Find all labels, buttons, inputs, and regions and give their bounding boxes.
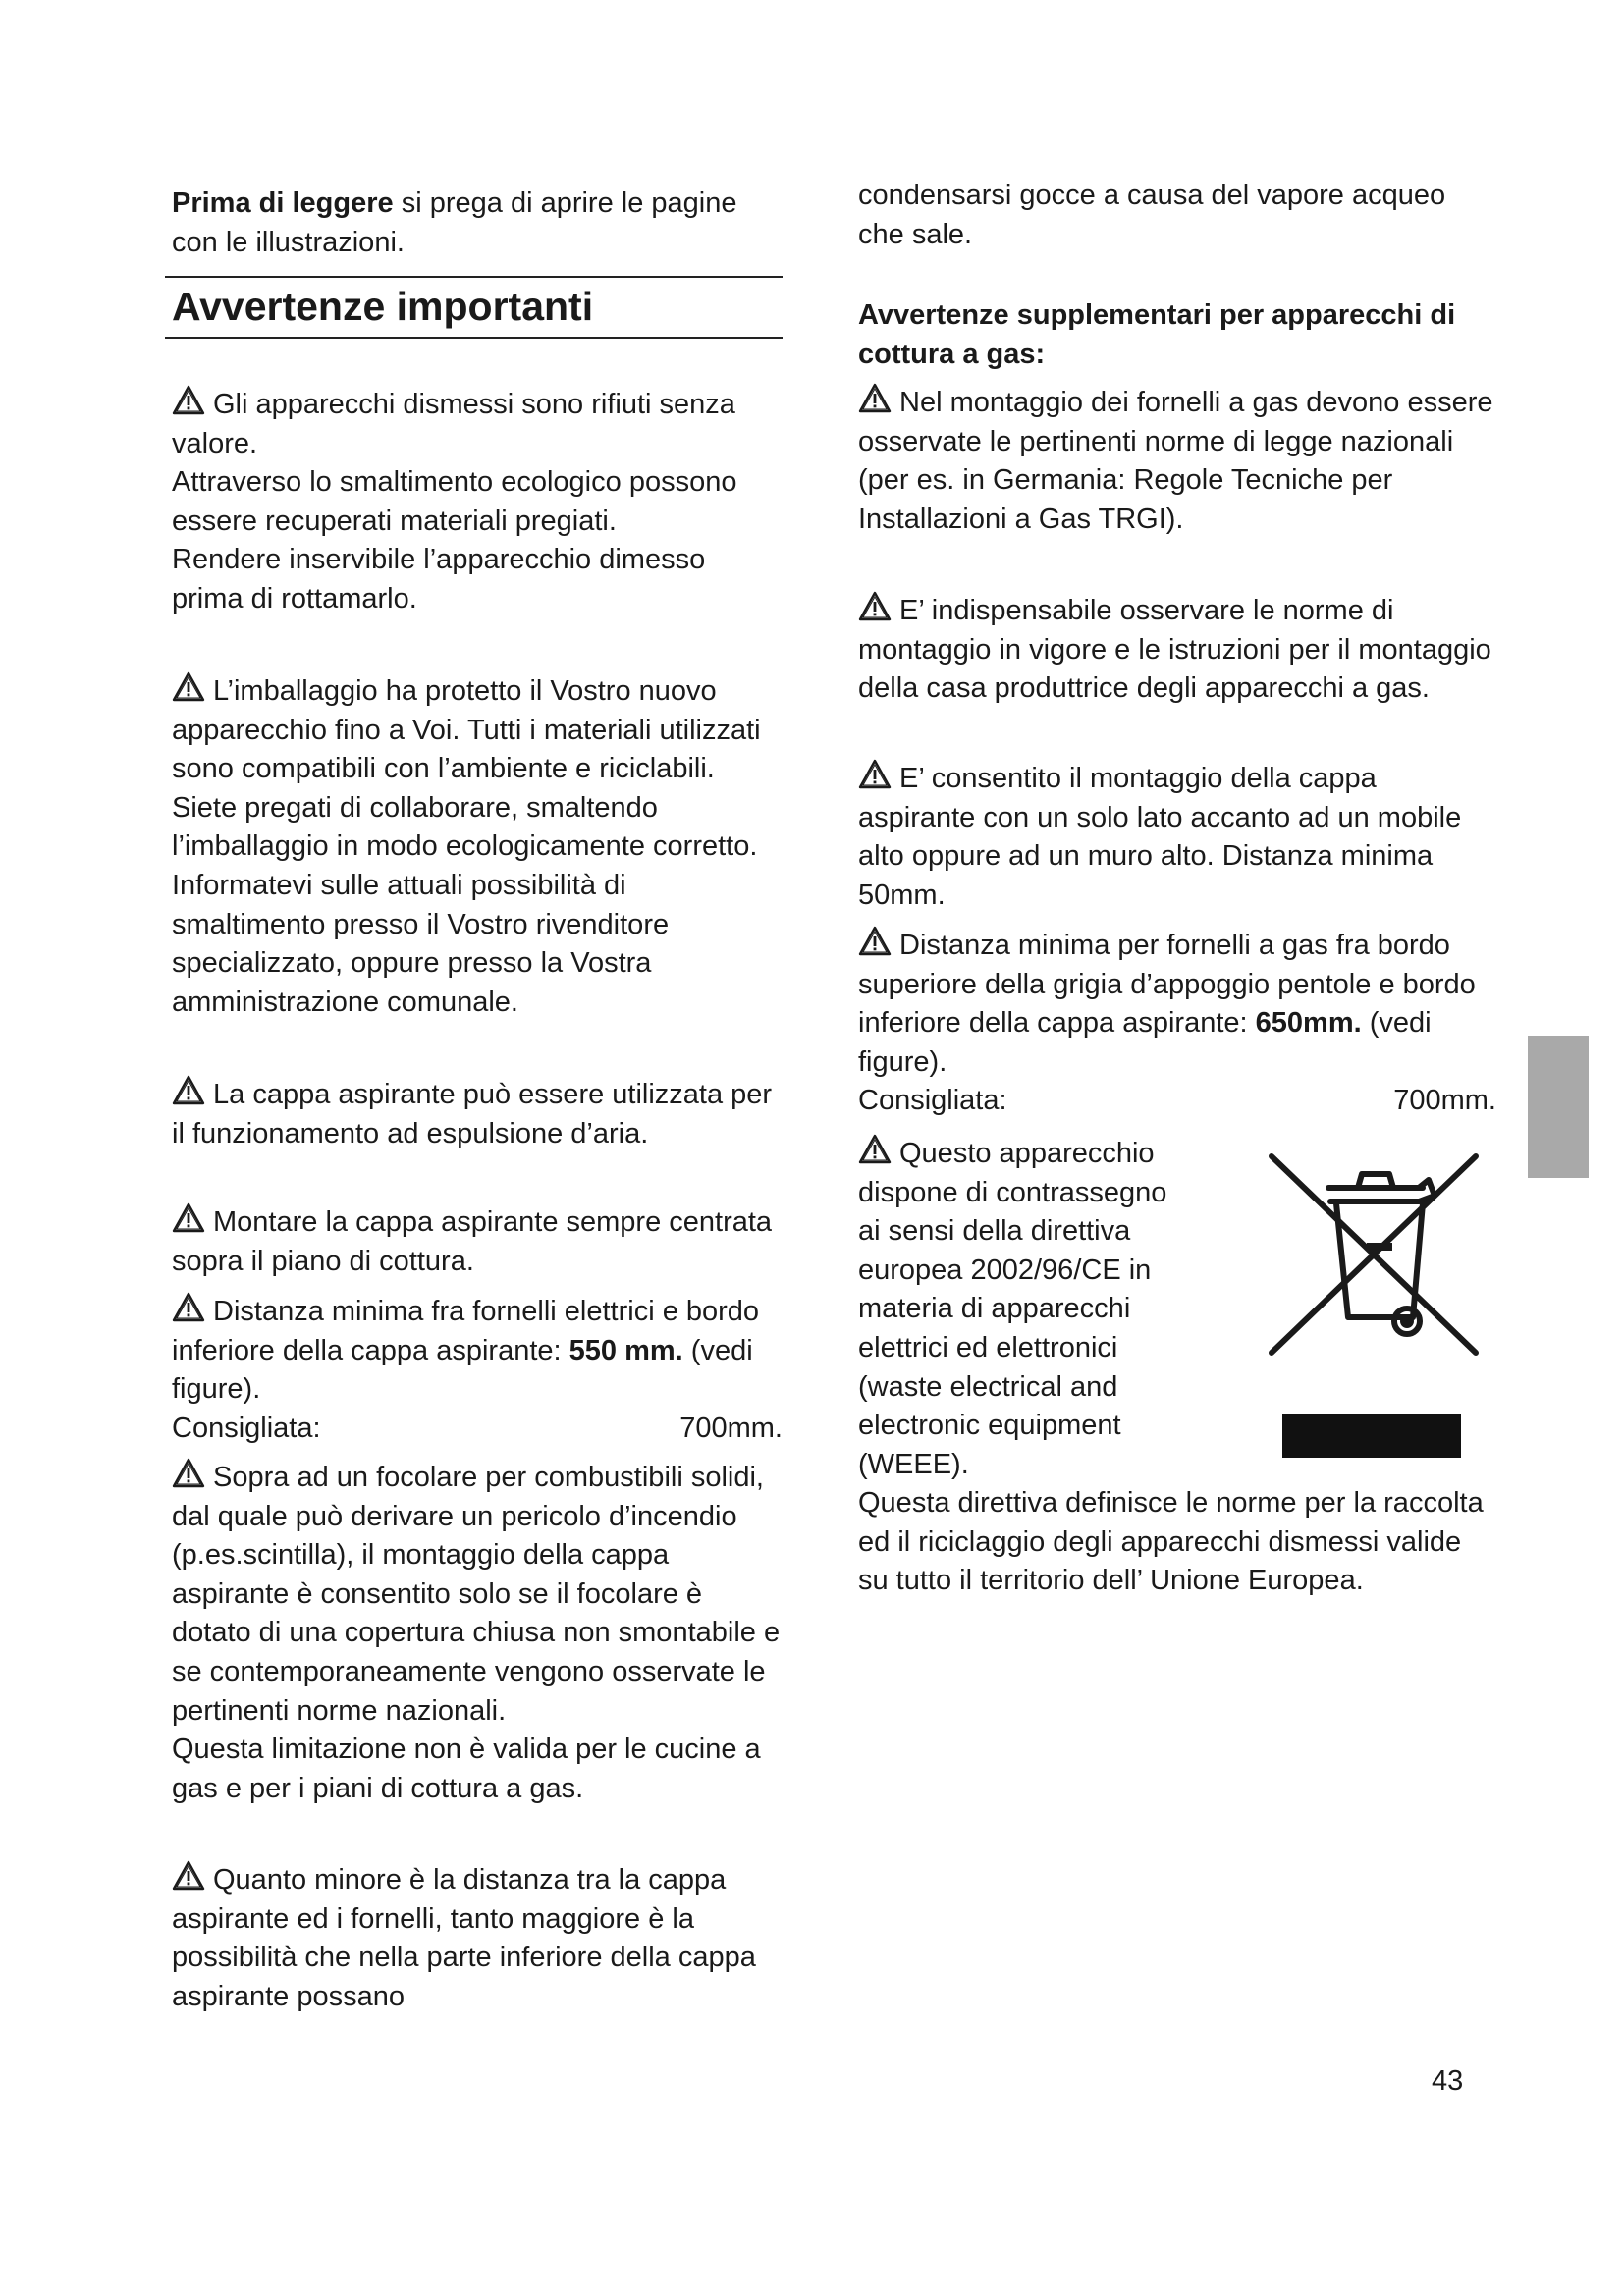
warning-gas-distance (858, 926, 1496, 1121)
recommended-value: 700mm. (679, 1412, 783, 1444)
electric-distance-text: Distanza minima fra fornelli elettrici e bordo inferiore della cappa aspirante: (172, 1296, 760, 1366)
electric-distance-tail: (vedi figure). (172, 1334, 753, 1406)
disposal-recovery-text: Attraverso lo smaltimento ecologico possono essere recuperati materiali pregiati. (172, 466, 737, 537)
warning-triangle-icon (172, 1458, 205, 1489)
gas-installation-text: E’ indispensabile osservare le norme di montaggio in vigore e le istruzioni per il montaggio della casa produttrice degli apparecchi a gas. (858, 595, 1491, 705)
electric-distance-value: 550 mm. (568, 1334, 683, 1366)
electric-recommended-row (172, 1410, 783, 1449)
warning-disposal (172, 385, 783, 619)
recommended-label: Consigliata: (858, 1085, 1007, 1117)
warning-solid-fuel (172, 1458, 783, 1808)
intro-text: si prega di aprire le pagine con le illustrazioni. (172, 187, 737, 258)
condensation-text: Quanto minore è la distanza tra la cappa aspirante ed i fornelli, tanto maggiore è la possibilità che nella parte inferiore della cappa aspirante possano (172, 1864, 756, 2012)
gas-recommended-row (858, 1082, 1496, 1121)
title-rule-bottom (165, 337, 783, 339)
page-number: 43 (1432, 2065, 1464, 2097)
warning-gas-installation (858, 591, 1496, 709)
warning-triangle-icon (172, 671, 205, 703)
warning-side-mounting (858, 759, 1496, 915)
packaging-info-text: Informatevi sulle attuali possibilità di smaltimento presso il Vostro rivenditore specializzato, oppure presso la Vostra amministrazione comunale. (172, 869, 670, 1018)
warning-triangle-icon (858, 926, 892, 957)
side-mounting-text: E’ consentito il montaggio della cappa aspirante con un solo lato accanto ad un mobile alto oppure ad un muro alto. Distanza minima 50mm. (858, 763, 1462, 911)
warning-exhaust-text: La cappa aspirante può essere utilizzata per il funzionamento ad espulsione d’aria. (172, 1079, 773, 1149)
intro-paragraph (172, 185, 783, 262)
weee-line: Questo apparecchio (899, 1138, 1155, 1169)
warning-triangle-icon (172, 385, 205, 416)
warning-triangle-icon (172, 1202, 205, 1234)
warning-centered-text: Montare la cappa aspirante sempre centrata sopra il piano di cottura. (172, 1206, 773, 1277)
recommended-value: 700mm. (1393, 1085, 1496, 1117)
crossed-out-wheelie-bin-icon (1268, 1145, 1482, 1368)
warning-triangle-icon (858, 1134, 892, 1165)
recommended-label: Consigliata: (172, 1412, 321, 1444)
section-tab (1528, 1036, 1589, 1178)
weee-line: (waste electrical and (858, 1370, 1118, 1403)
warning-disposal-text: Gli apparecchi dismessi sono rifiuti senza valore. (172, 389, 735, 459)
weee-line: europea 2002/96/CE in (858, 1254, 1152, 1286)
warning-condensation (172, 1860, 783, 2016)
warning-electric-distance (172, 1292, 783, 1448)
weee-bar-marker (1282, 1414, 1461, 1458)
condensation-continued: condensarsi gocce a causa del vapore acqueo che sale. (858, 180, 1446, 250)
solid-fuel-limitation-text: Questa limitazione non è valida per le cucine a gas e per i piani di cottura a gas. (172, 1734, 761, 1804)
weee-line: elettrici ed elettronici (858, 1331, 1118, 1363)
warning-triangle-icon (172, 1860, 205, 1892)
gas-norms-text: Nel montaggio dei fornelli a gas devono essere osservate le pertinenti norme di legge nazionali (per es. in Germania: Regole Tecniche per Installazioni a Gas TRGI). (858, 387, 1493, 535)
weee-line: (WEEE). (858, 1448, 969, 1480)
warning-exhaust (172, 1075, 783, 1153)
weee-line: electronic equipment (858, 1410, 1121, 1442)
warning-triangle-icon (172, 1292, 205, 1323)
warning-packaging-text: L’imballaggio ha protetto il Vostro nuovo apparecchio fino a Voi. Tutti i materiali utilizzati sono compatibili con l’ambiente e riciclabili. Siete pregati di collaborare, smaltendo l’imballaggio in modo ecologicamente corretto. (172, 675, 761, 863)
page-title: Avvertenze importanti (172, 284, 594, 329)
warning-gas-norms (858, 383, 1496, 539)
gas-distance-text: Distanza minima per fornelli a gas fra bordo superiore della grigia d’appoggio pentole e bordo inferiore della cappa aspirante: (858, 930, 1476, 1040)
intro-bold: Prima di leggere (172, 187, 394, 219)
warning-packaging (172, 671, 783, 1022)
warning-triangle-icon (858, 759, 892, 790)
gas-distance-tail: (vedi figure). (858, 1007, 1432, 1078)
gas-distance-value: 650mm. (1255, 1007, 1362, 1040)
warning-triangle-icon (858, 383, 892, 414)
gas-subheading: Avvertenze supplementari per apparecchi di cottura a gas: (858, 299, 1456, 370)
warning-triangle-icon (172, 1075, 205, 1106)
weee-line: materia di apparecchi (858, 1293, 1131, 1325)
weee-directive-text: Questa direttiva definisce le norme per la raccolta ed il riciclaggio degli apparecchi dismessi valide su tutto il territorio dell’ Unione Europea. (858, 1487, 1484, 1597)
title-rule-top (165, 276, 783, 278)
warning-triangle-icon (858, 591, 892, 622)
disposal-unusable-text: Rendere inservibile l’apparecchio dimesso prima di rottamarlo. (172, 544, 706, 614)
weee-line: dispone di contrassegno (858, 1176, 1167, 1208)
warning-centered (172, 1202, 783, 1281)
solid-fuel-text: Sopra ad un focolare per combustibili solidi, dal quale può derivare un pericolo d’incendio (p.es.scintilla), il montaggio della cappa aspirante è consentito solo se il focolare è dotato di una copertura chiusa non smontabile e se contemporaneamente vengono osservate le pertinenti norme nazionali. (172, 1462, 781, 1727)
weee-notice (858, 1134, 1271, 1484)
weee-line: ai sensi della direttiva (858, 1215, 1131, 1248)
